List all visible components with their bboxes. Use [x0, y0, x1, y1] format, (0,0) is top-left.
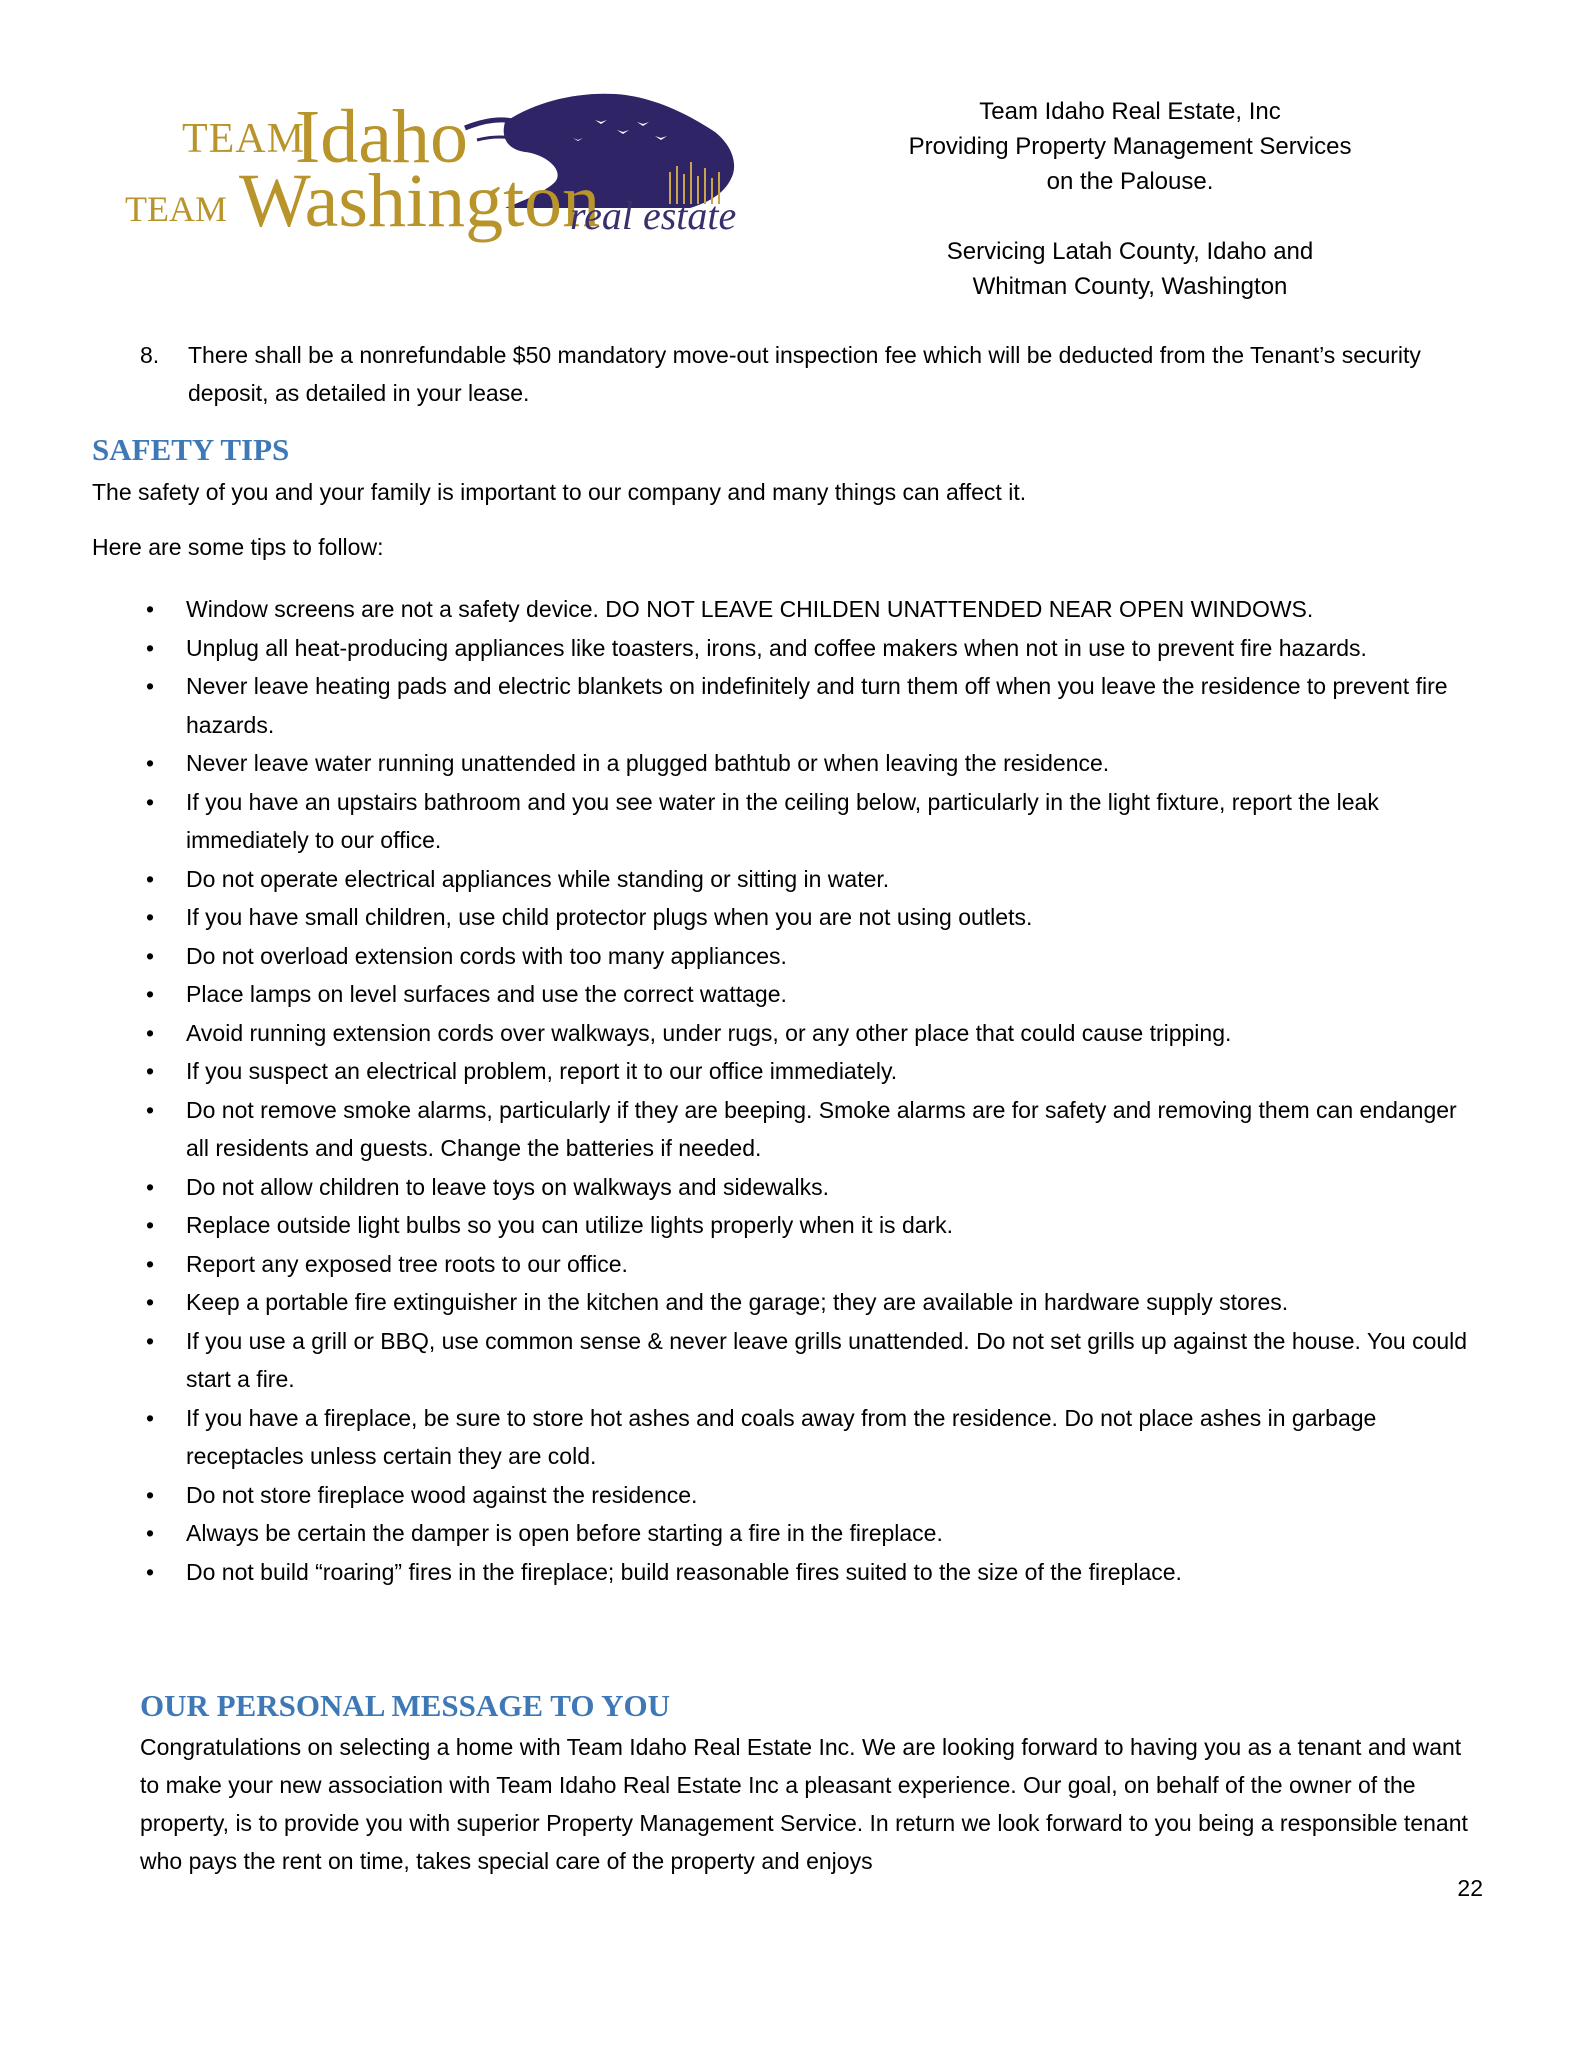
- tip-text: Do not operate electrical appliances while standing or sitting in water.: [186, 865, 890, 892]
- personal-message-text: Congratulations on selecting a home with Team Idaho Real Estate Inc. We are looking forward to having you as a tenant and want to make your new association with Team Idaho Real Estate Inc a pleasant experience. Our goal, on behalf of the owner of the property, is to provide you with superior Property Management Service. In return we look forward to you being a responsible tenant who pays the rent on time, takes special care of the property and enjoys: [140, 1734, 1468, 1874]
- list-item: [140, 1476, 1480, 1515]
- tip-text: Replace outside light bulbs so you can utilize lights properly when it is dark.: [186, 1212, 954, 1238]
- list-item: [140, 744, 1480, 783]
- tip-text: If you suspect an electrical problem, report it to our office immediately.: [186, 1058, 898, 1084]
- company-logo: [125, 92, 755, 257]
- bullet-icon: •: [146, 788, 155, 815]
- tip-text: Do not overload extension cords with too many appliances.: [186, 942, 787, 969]
- tip-text: Report any exposed tree roots to our office.: [186, 1250, 628, 1277]
- safety-tips-heading: SAFETY TIPS: [92, 432, 290, 467]
- bullet-icon: •: [146, 904, 155, 930]
- tip-text: If you have a fireplace, be sure to store hot ashes and coals away from the residence. Do not place ashes in garbage receptacles unless certain they are cold.: [186, 1404, 1377, 1469]
- list-item: [140, 1091, 1480, 1168]
- list-item: [140, 860, 1480, 899]
- item-text: There shall be a nonrefundable $50 mandatory move-out inspection fee which will be deducted from the Tenant’s security deposit, as detailed in your lease.: [188, 342, 1421, 406]
- page-number: 22: [1457, 1875, 1483, 1901]
- list-item: [140, 1514, 1480, 1553]
- bullet-icon: •: [146, 1212, 155, 1238]
- bullet-icon: •: [146, 1558, 155, 1585]
- bullet-icon: •: [146, 1173, 155, 1200]
- tip-text: If you have small children, use child protector plugs when you are not using outlets.: [186, 904, 1033, 930]
- list-item: [140, 1168, 1480, 1207]
- safety-tips-list: [140, 590, 1480, 1591]
- bullet-icon: •: [146, 1058, 155, 1084]
- item-number: 8.: [140, 342, 160, 368]
- tip-text: Place lamps on level surfaces and use the correct wattage.: [186, 981, 787, 1007]
- bullet-icon: •: [146, 673, 155, 699]
- list-item: [140, 1206, 1480, 1245]
- tip-text: Do not build “roaring” fires in the fireplace; build reasonable fires suited to the size of the fireplace.: [186, 1558, 1182, 1585]
- bullet-icon: •: [146, 634, 155, 661]
- list-item: [140, 975, 1480, 1014]
- logo-washington-word: Washington: [239, 159, 601, 243]
- safety-intro: The safety of you and your family is important to our company and many things can affect it.: [92, 479, 1027, 505]
- tip-text: Never leave water running unattended in a plugged bathtub or when leaving the residence.: [186, 750, 1110, 776]
- tip-text: Do not allow children to leave toys on walkways and sidewalks.: [186, 1173, 830, 1200]
- tip-text: Unplug all heat-producing appliances like toasters, irons, and coffee makers when not in use to prevent fire hazards.: [186, 634, 1367, 661]
- tip-text: Keep a portable fire extinguisher in the kitchen and the garage; they are available in hardware supply stores.: [186, 1289, 1289, 1315]
- tip-text: Do not remove smoke alarms, particularly if they are beeping. Smoke alarms are for safety and removing them can endanger all residents and guests. Change the batteries if needed.: [186, 1096, 1457, 1161]
- tip-text: Avoid running extension cords over walkways, under rugs, or any other place that could cause tripping.: [186, 1019, 1232, 1046]
- bullet-icon: •: [146, 981, 155, 1007]
- company-info: [880, 94, 1380, 304]
- logo-team-washington-prefix: TEAM: [125, 189, 227, 229]
- list-item: [140, 898, 1480, 937]
- logo-team-idaho-prefix: TEAM: [182, 116, 305, 162]
- list-item: [140, 937, 1480, 976]
- bullet-icon: •: [146, 1289, 155, 1315]
- list-item: [140, 1283, 1480, 1322]
- company-line: Whitman County, Washington: [972, 273, 1288, 300]
- bullet-icon: •: [146, 1096, 155, 1123]
- bullet-icon: •: [146, 1019, 155, 1046]
- company-line: Servicing Latah County, Idaho and: [946, 238, 1314, 265]
- tip-text: Never leave heating pads and electric blankets on indefinitely and turn them off when you leave the residence to prevent fire hazards.: [186, 673, 1448, 738]
- tip-text: Do not store fireplace wood against the residence.: [186, 1481, 698, 1508]
- bullet-icon: •: [146, 865, 155, 892]
- bullet-icon: •: [146, 1250, 155, 1277]
- list-item: [140, 1553, 1480, 1592]
- bullet-icon: •: [146, 1520, 155, 1546]
- company-line-blank: [880, 199, 1380, 234]
- company-line: Providing Property Management Services: [908, 133, 1352, 160]
- tip-text: Always be certain the damper is open before starting a fire in the fireplace.: [186, 1520, 943, 1546]
- logo-idaho-word: Idaho: [295, 95, 469, 179]
- list-item: [140, 1322, 1480, 1399]
- logo-tagline: real estate: [570, 193, 737, 238]
- bullet-icon: •: [146, 1327, 155, 1354]
- list-item: [140, 1014, 1480, 1053]
- list-item: [140, 783, 1480, 860]
- list-item: [140, 590, 1480, 629]
- list-item: [140, 667, 1480, 744]
- bullet-icon: •: [146, 1404, 155, 1431]
- company-line: on the Palouse.: [1046, 168, 1214, 195]
- tip-text: Window screens are not a safety device. DO NOT LEAVE CHILDEN UNATTENDED NEAR OPEN WINDOWS.: [186, 596, 1314, 622]
- list-item: [140, 1245, 1480, 1284]
- bullet-icon: •: [146, 596, 155, 622]
- list-item: [140, 1399, 1480, 1476]
- tip-text: If you use a grill or BBQ, use common sense & never leave grills unattended. Do not set grills up against the house. You could start a fire.: [186, 1327, 1468, 1392]
- personal-message-heading: OUR PERSONAL MESSAGE TO YOU: [140, 1688, 670, 1723]
- bullet-icon: •: [146, 942, 155, 969]
- list-item: [140, 1052, 1480, 1091]
- list-item: [140, 629, 1480, 668]
- company-line: Team Idaho Real Estate, Inc: [979, 98, 1281, 125]
- tip-text: If you have an upstairs bathroom and you see water in the ceiling below, particularly in the light fixture, report the leak immediately to our office.: [186, 788, 1379, 853]
- safety-lead: Here are some tips to follow:: [92, 534, 384, 560]
- bullet-icon: •: [146, 750, 155, 776]
- bullet-icon: •: [146, 1481, 155, 1508]
